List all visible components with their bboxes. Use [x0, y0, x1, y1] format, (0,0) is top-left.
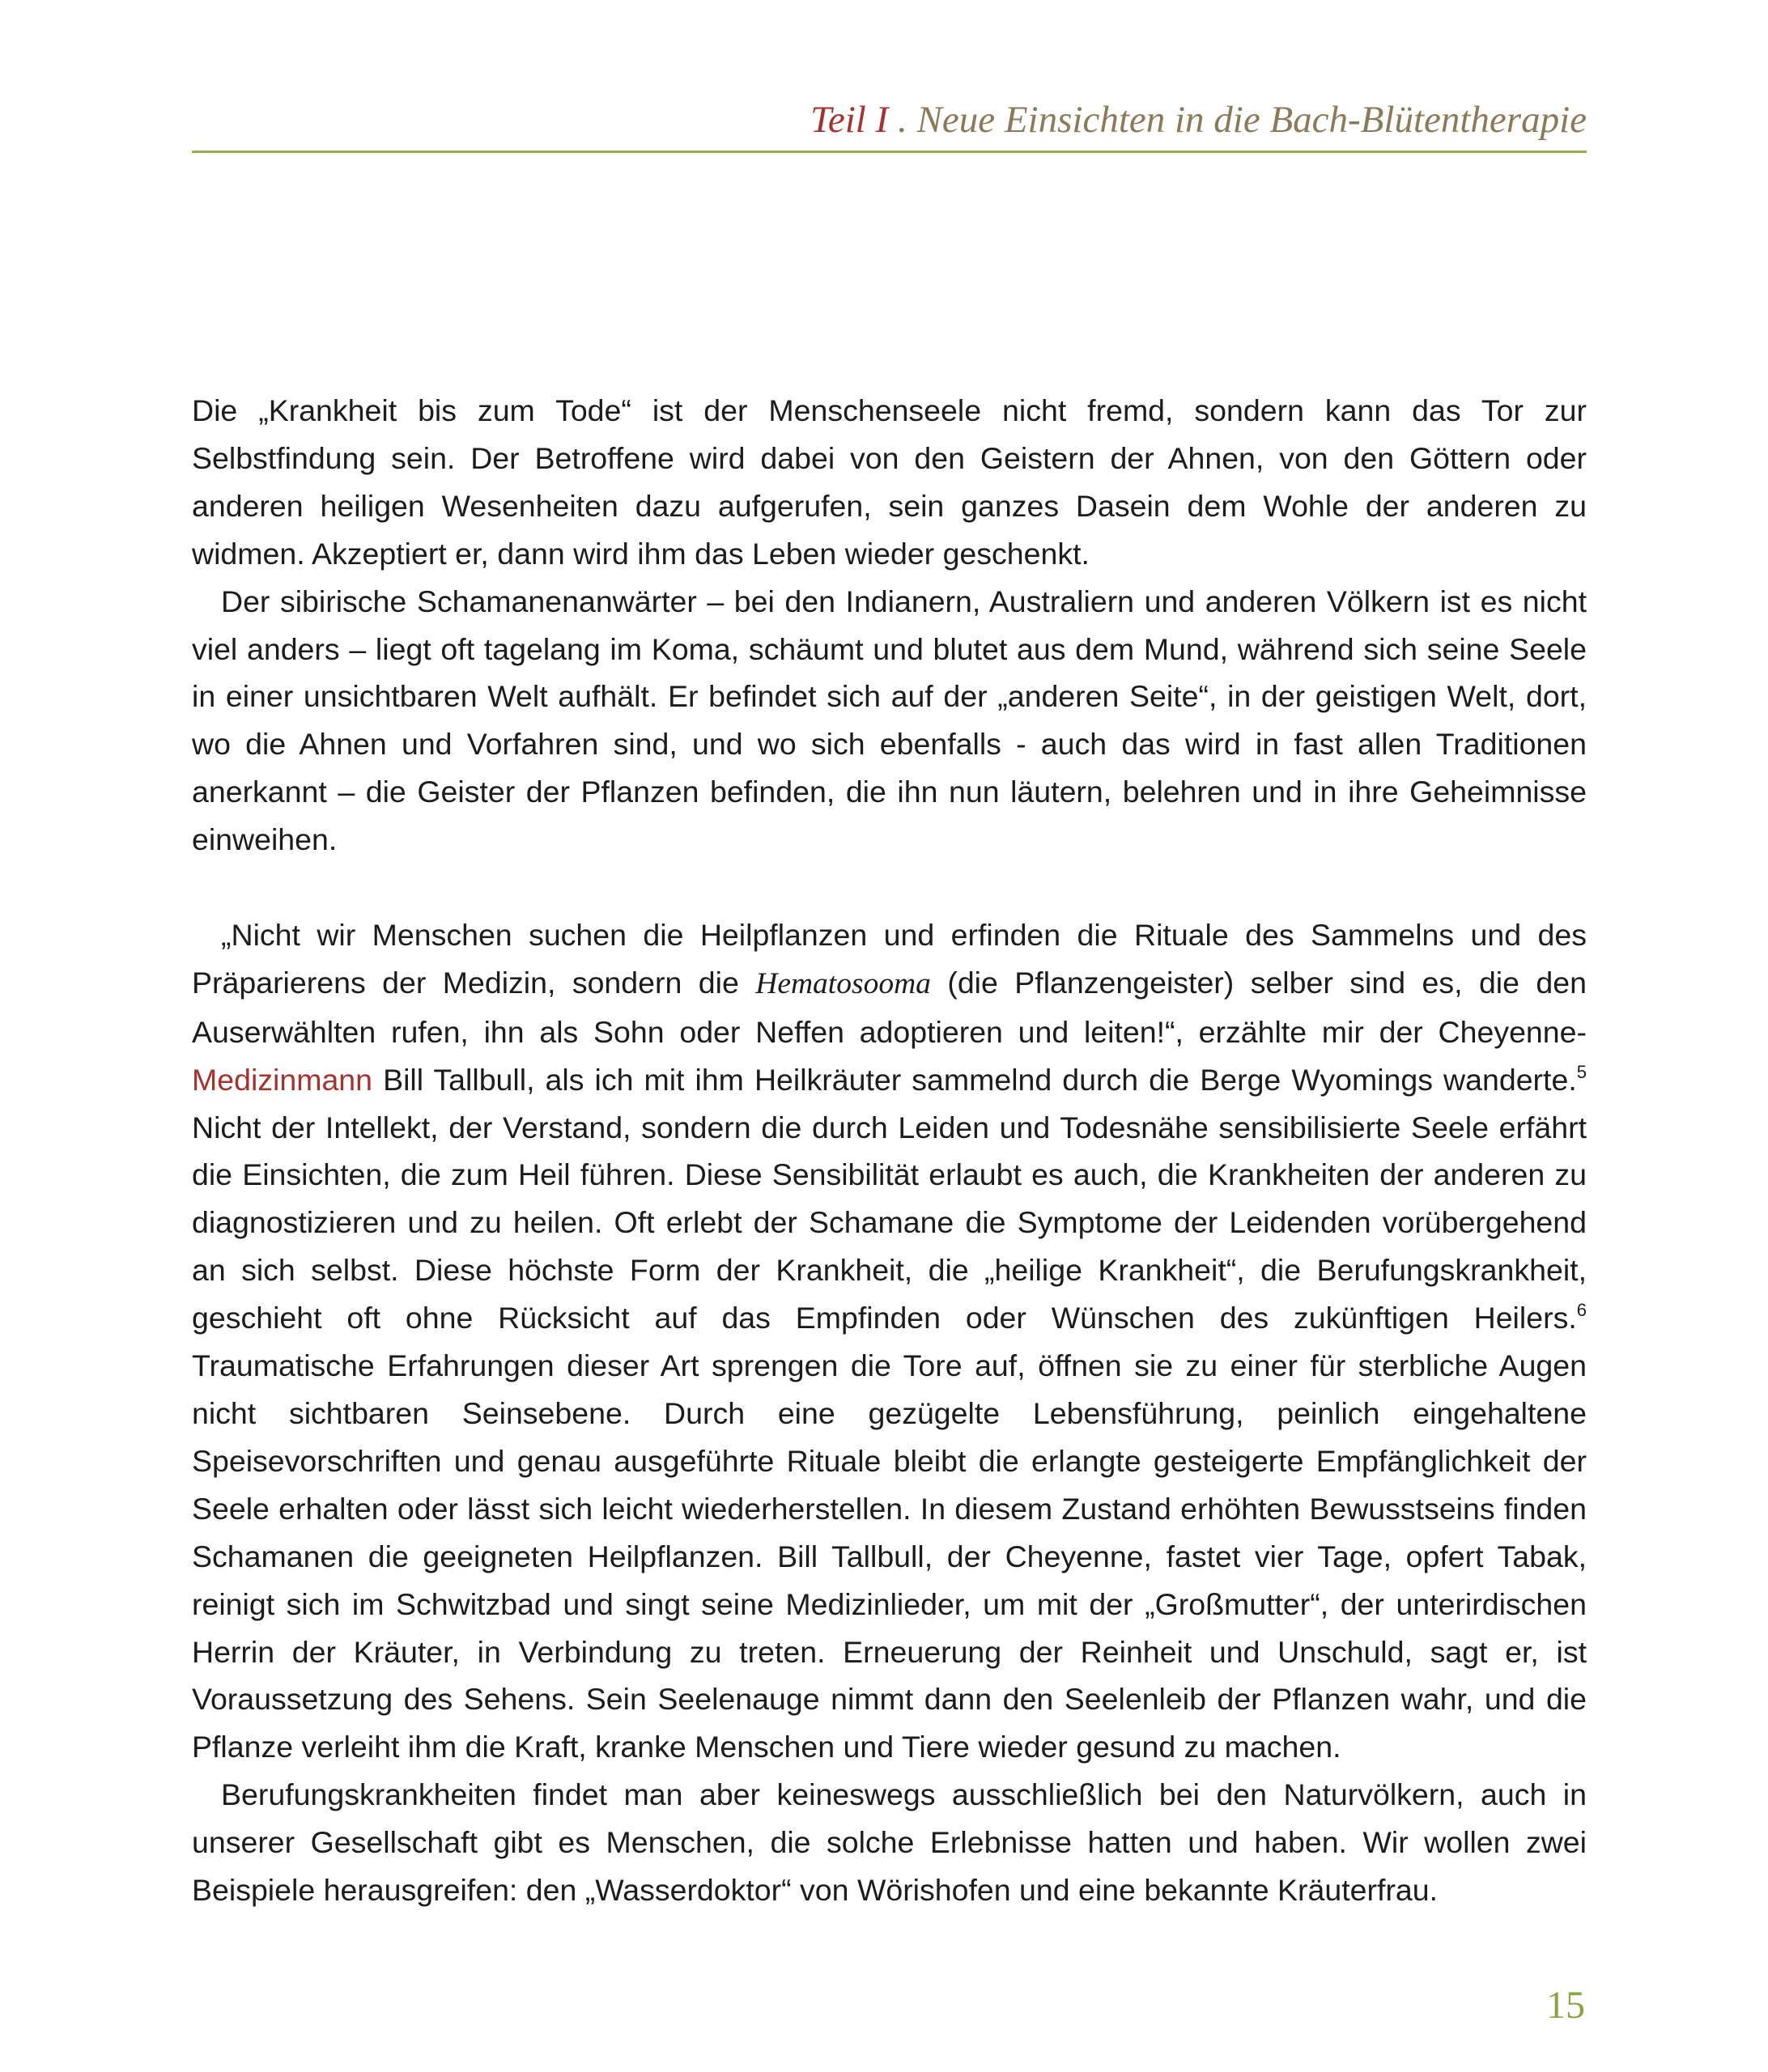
header-rule [192, 151, 1587, 153]
paragraph-3-text-b: (die Pflanzengeister) selber sind es, die den Auserwählten rufen, ihn als Sohn oder Neffen adoptieren und leiten!“, erzählte mir der Cheyenne- [192, 965, 1587, 1049]
paragraph-2: Der sibirische Schamanenanwärter – bei den Indianern, Australiern und anderen Völkern ist es nicht viel anders – liegt oft tagelang im Koma, schäumt und blutet aus dem Mund, während sich seine Seele in einer unsichtbaren Welt aufhält. Er befindet sich auf der „anderen Seite“, in der geistigen Welt, dort, wo die Ahnen und Vorfahren sind, und wo sich ebenfalls - auch das wird in fast allen Traditionen anerkannt – die Geister der Pflanzen befinden, die ihn nun läutern, belehren und in ihre Geheimnisse einweihen. [192, 584, 1587, 857]
term-hematosooma: Hematosooma [755, 966, 931, 1000]
paragraph-4: Berufungskrankheiten findet man aber keineswegs ausschließlich bei den Naturvölkern, auch in unserer Gesellschaft gibt es Menschen, die solche Erlebnisse hatten und haben. Wir wollen zwei Beispiele herausgreifen: den „Wasserdoktor“ von Wörishofen und eine bekannte Kräuterfrau. [192, 1777, 1587, 1908]
paragraph-3-text-e: Traumatische Erfahrungen dieser Art sprengen die Tore auf, öffnen sie zu einer für sterbliche Augen nicht sichtbaren Seinsebene. Durch eine gezügelte Lebensführung, peinlich eingehaltene Speisevorschriften und genau ausgeführte Rituale bleibt die erlangte gesteigerte Empfänglichkeit der Seele erhalten oder lässt sich leicht wiederherstellen. In diesem Zustand erhöhten Bewusstseins finden Schamanen die geeigneten Heilpflanzen. Bill Tallbull, der Cheyenne, fastet vier Tage, opfert Tabak, reinigt sich im Schwitzbad und singt seine Medizinlieder, um mit der „Großmutter“, der unterirdischen Herrin der Kräuter, in Verbindung zu treten. Erneuerung der Reinheit und Unschuld, sagt er, ist Voraussetzung des Sehens. Sein Seelenauge nimmt dann den Seelenleib der Pflanzen wahr, und die Pflanze verleiht ihm die Kraft, kranke Menschen und Tiere wieder gesund zu machen. [192, 1348, 1587, 1764]
page-number: 15 [1546, 1984, 1585, 2027]
paragraph-3 [192, 911, 1587, 1771]
running-header [192, 96, 1587, 144]
header-part-label: Teil I [810, 99, 889, 141]
paragraph-1: Die „Krankheit bis zum Tode“ ist der Menschenseele nicht fremd, sondern kann das Tor zur Selbstfindung sein. Der Betroffene wird dabei von den Geistern der Ahnen, von den Göttern oder anderen heiligen Wesenheiten dazu aufgerufen, sein ganzes Dasein dem Wohle der anderen zu widmen. Akzeptiert er, dann wird ihm das Leben wieder geschenkt. [192, 393, 1587, 571]
paragraph-3-text-a: „Nicht wir Menschen suchen die Heilpflanzen und erfinden die Rituale des Sammelns und des Präparierens der Medizin, sondern die [192, 917, 1587, 1000]
term-medizinmann: Medizinmann [192, 1062, 373, 1097]
footnote-marker-6: 6 [1576, 1300, 1587, 1321]
paragraph-3-text-d: Nicht der Intellekt, der Verstand, sondern die durch Leiden und Todesnähe sensibilisierte Seele erfährt die Einsichten, die zum Heil führen. Diese Sensibilität erlaubt es auch, die Krankheiten der anderen zu diagnostizieren und zu heilen. Oft erlebt der Schamane die Symptome der Leidenden vorübergehend an sich selbst. Diese höchste Form der Krankheit, die „heilige Krankheit“, die Berufungskrankheit, geschieht oft ohne Rücksicht auf das Empfinden oder Wünschen des zukünftigen Heilers. [192, 1110, 1587, 1335]
body-text [192, 387, 1587, 1914]
paragraph-3-text-c: Bill Tallbull, als ich mit ihm Heilkräuter sammelnd durch die Berge Wyomings wanderte. [372, 1062, 1577, 1097]
footnote-marker-5: 5 [1576, 1061, 1587, 1082]
header-chapter-title: Neue Einsichten in die Bach-Blütentherapie [916, 99, 1587, 141]
header-separator: . [888, 99, 917, 141]
